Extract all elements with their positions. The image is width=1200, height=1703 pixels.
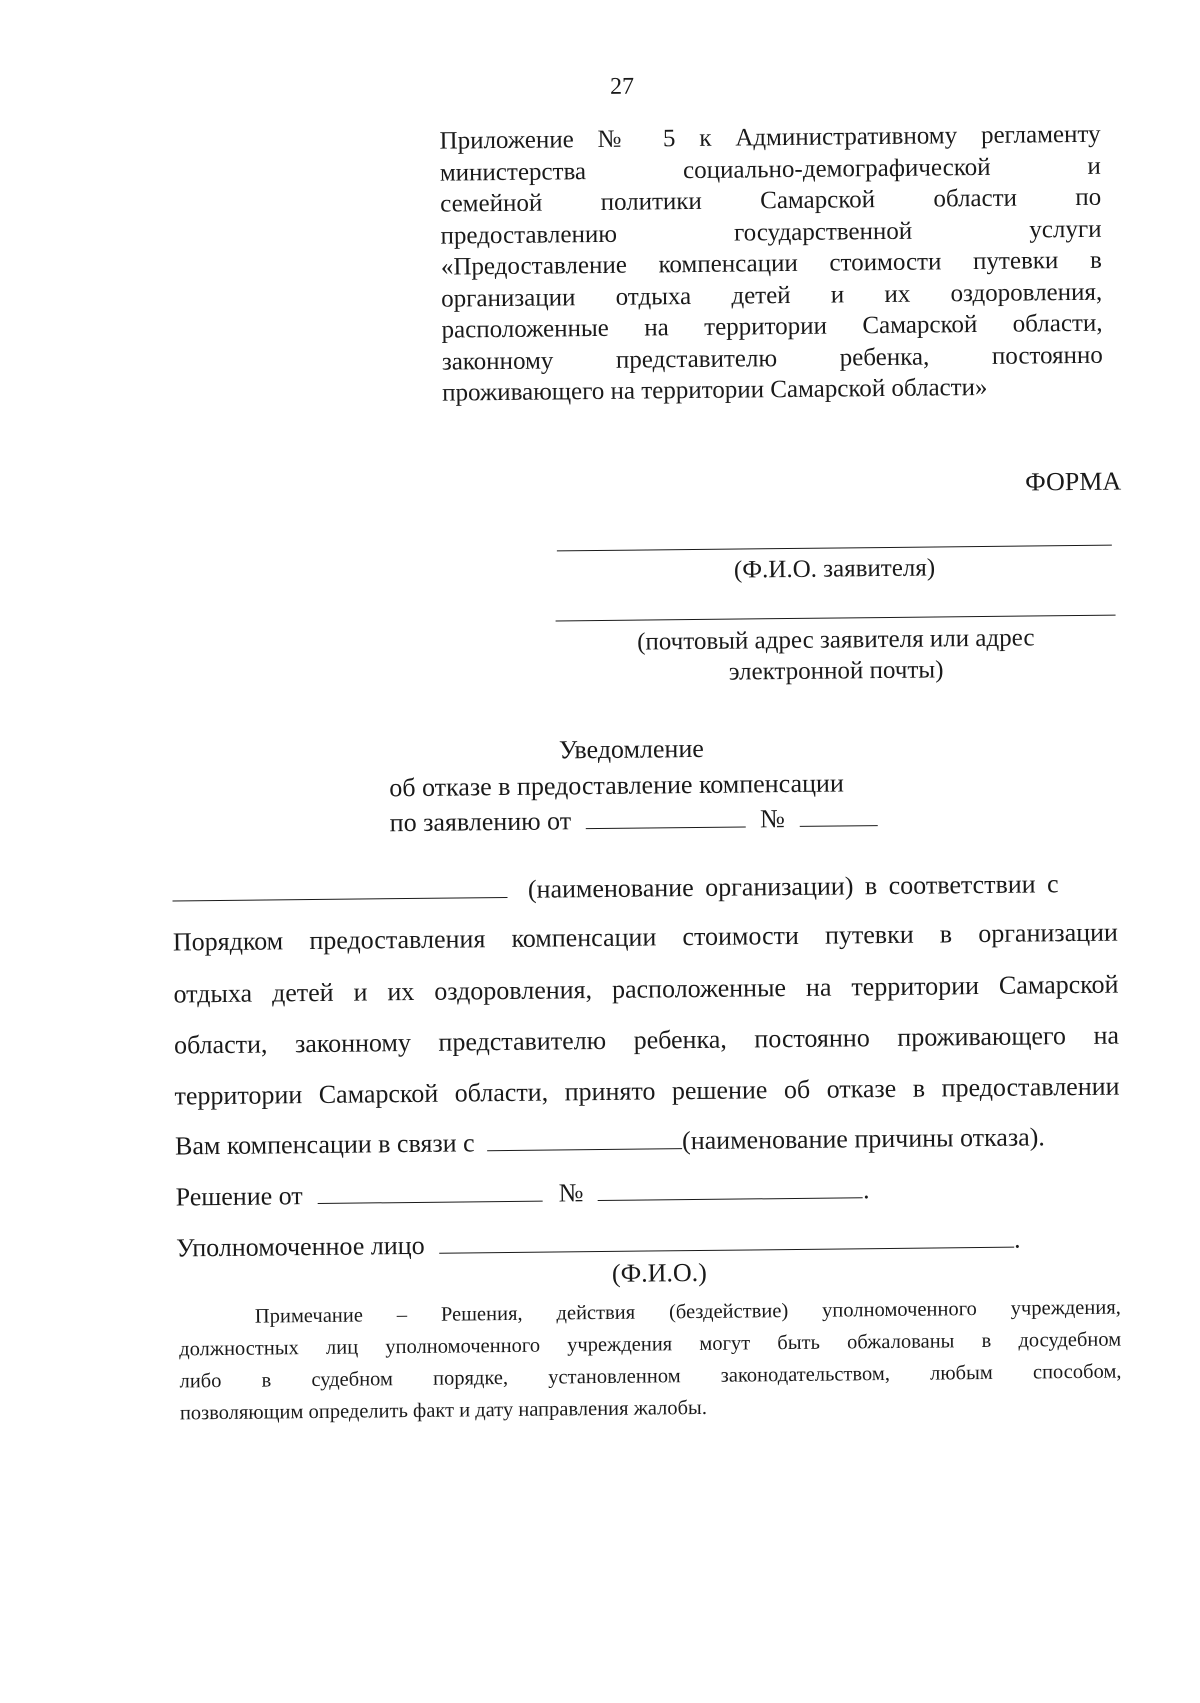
decision-date-blank	[317, 1179, 542, 1204]
applicant-name-caption: (Ф.И.О. заявителя)	[733, 554, 936, 584]
organization-name-blank	[172, 875, 507, 902]
reason-prefix: Вам компенсации в связи с	[174, 1128, 475, 1161]
notice-title: Уведомление	[558, 733, 704, 765]
appendix-header	[439, 119, 1103, 409]
application-prefix: по заявлению от	[389, 806, 572, 838]
authorized-person-blank	[439, 1225, 1014, 1254]
note-line: должностных лиц уполномоченного учреждения могут быть обжалованы в досудебном	[179, 1328, 1122, 1361]
applicant-address-caption	[556, 622, 1117, 690]
appendix-line: Приложение № 5 к Административному регламенту	[439, 120, 1101, 155]
appendix-line: проживающего на территории Самарской области»	[442, 373, 988, 407]
decision-line	[175, 1173, 1120, 1213]
reason-suffix: (наименование причины отказа).	[681, 1122, 1045, 1156]
appendix-line: «Предоставление компенсации стоимости путевки в	[440, 246, 1102, 281]
reason-blank	[487, 1126, 682, 1151]
appendix-line: организации отдыха детей и их оздоровления,	[441, 278, 1103, 313]
appendix-line: семейной политики Самарской области по	[440, 183, 1102, 218]
applicant-address-caption-line: (почтовый адрес заявителя или адрес	[636, 624, 1035, 656]
page-number: 27	[609, 73, 635, 100]
decision-number-sign: №	[558, 1178, 584, 1208]
decision-number-blank	[598, 1175, 863, 1201]
body-line-2: Порядком предоставления компенсации стоимости путевки в организации	[172, 917, 1119, 957]
fio-caption: (Ф.И.О.)	[611, 1257, 708, 1288]
appendix-line: расположенные на территории Самарской области,	[441, 309, 1103, 344]
body-line-4: области, законному представителю ребенка, постоянно проживающего на	[173, 1020, 1120, 1060]
form-label: ФОРМА	[1025, 466, 1122, 497]
application-number-blank	[799, 803, 877, 827]
notice-application-line	[390, 803, 878, 838]
body-line-1	[172, 869, 1117, 909]
note-line: Примечание – Решения, действия (бездействие) уполномоченного учреждения,	[254, 1296, 1121, 1328]
application-date-blank	[585, 804, 745, 829]
notice-subtitle: об отказе в предоставление компенсации	[389, 768, 844, 803]
organization-text: (наименование организации) в соответствии с	[527, 869, 1059, 904]
decision-prefix: Решение от	[175, 1181, 303, 1212]
body-line-5: территории Самарской области, принято решение об отказе в предоставлении	[174, 1071, 1120, 1111]
appendix-line: законному представителю ребенка, постоянно	[441, 341, 1103, 376]
appendix-line: министерства социально-демографической и	[439, 152, 1102, 187]
number-sign: №	[759, 804, 786, 834]
decision-end: .	[862, 1175, 870, 1205]
authorized-end: .	[1013, 1224, 1021, 1254]
applicant-address-blank	[556, 615, 1116, 622]
body-line-6	[175, 1122, 1120, 1162]
note-line: позволяющим определить факт и дату направления жалобы.	[179, 1396, 708, 1425]
note-line: либо в судебном порядке, установленном законодательством, любым способом,	[179, 1360, 1122, 1393]
applicant-address-caption-line: электронной почты)	[728, 656, 944, 686]
note-block	[179, 1292, 1122, 1430]
authorized-prefix: Уполномоченное лицо	[175, 1230, 425, 1263]
applicant-name-blank	[557, 545, 1112, 552]
body-line-3: отдыха детей и их оздоровления, расположенные на территории Самарской	[173, 969, 1119, 1009]
appendix-line: предоставлению государственной услуги	[440, 215, 1102, 250]
